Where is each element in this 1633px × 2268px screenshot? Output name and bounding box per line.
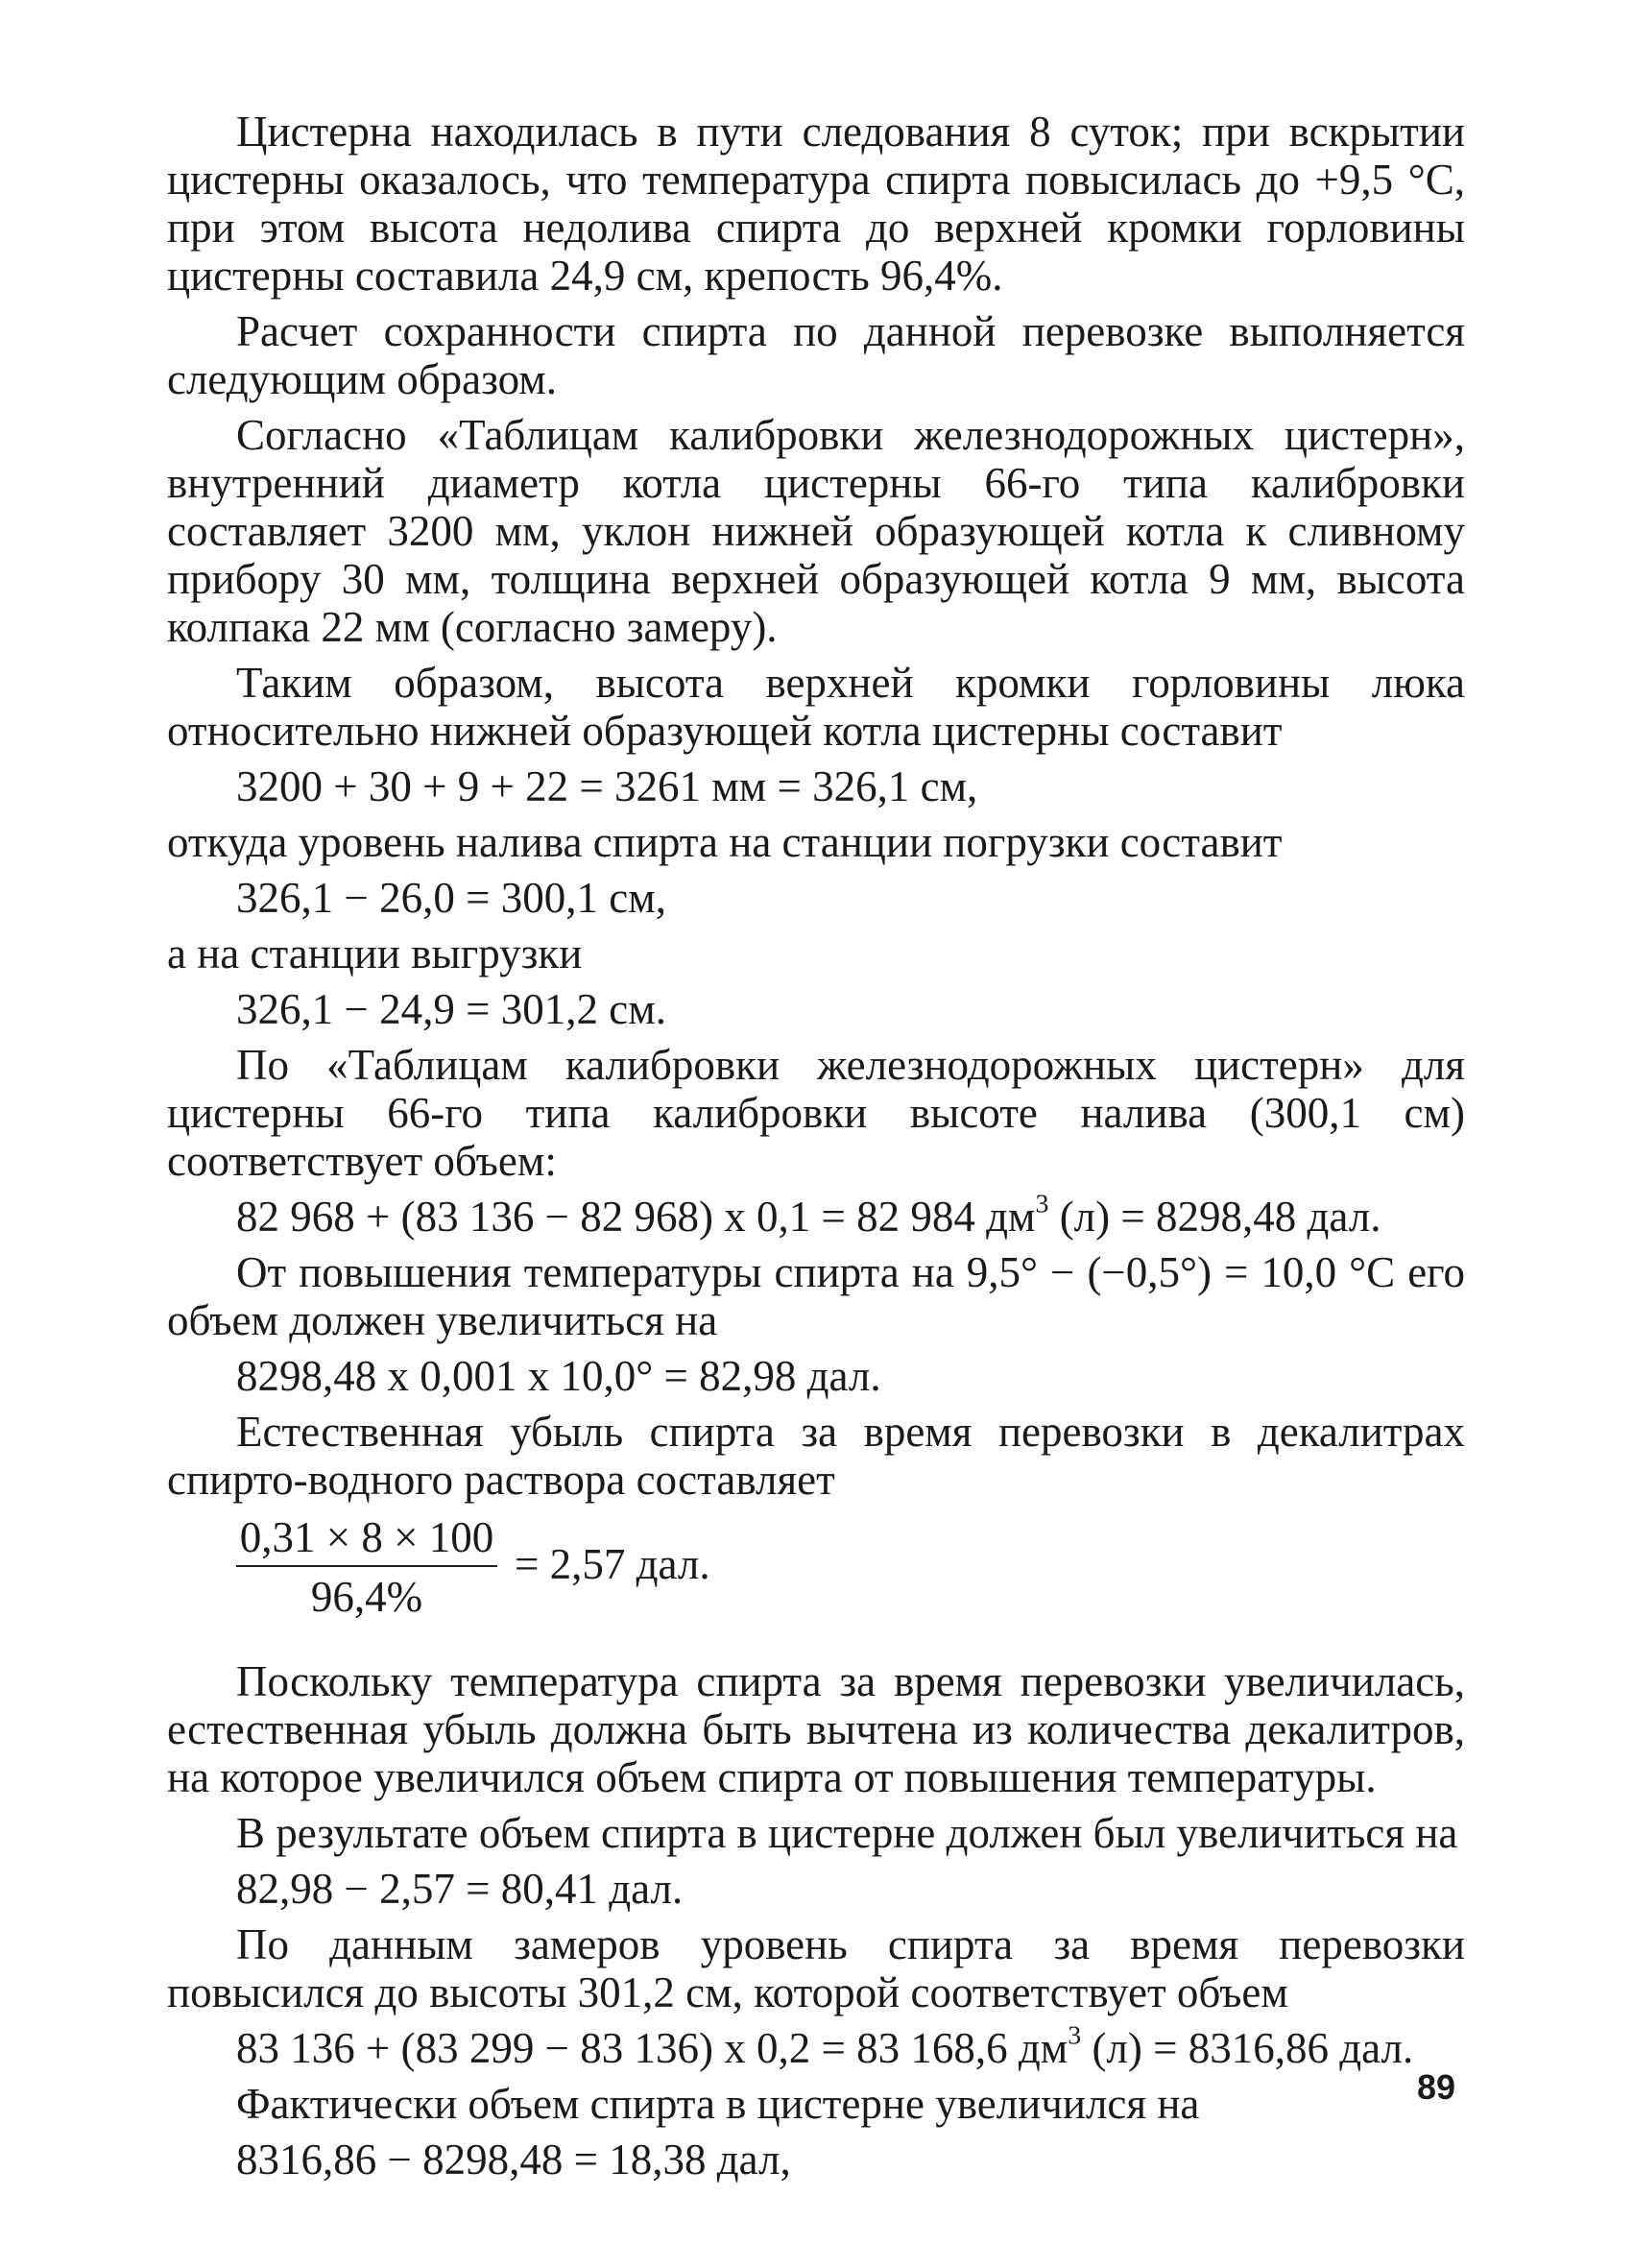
paragraph-hatch-height: Таким образом, высота верхней кромки горловины люка относительно нижней образующей котла цистерны составит [167,659,1465,755]
formula-volume-loading-tail: (л) = 8298,48 дал. [1048,1193,1381,1241]
fraction-denominator: 96,4% [310,1573,423,1621]
formula-volume-loading-main: 82 968 + (83 136 − 82 968) х 0,1 = 82 984 дм [236,1193,1036,1241]
formula-volume-unloading-main: 83 136 + (83 299 − 83 136) х 0,2 = 83 168,6 дм [236,2024,1069,2072]
paragraph-temperature-rise: От повышения температуры спирта на 9,5° − (−0,5°) = 10,0 °С его объем должен увеличиться на [167,1248,1465,1344]
paragraph-transit-info: Цистерна находилась в пути следования 8 суток; при вскрытии цистерны оказалось, что температура спирта повысилась до +9,5 °С, при этом высота недолива спирта до верхней кромки горловины цистерны составила 24,9 см, крепость 96,4%. [167,108,1465,300]
formula-expected-increase: 82,98 − 2,57 = 80,41 дал. [236,1865,684,1913]
paragraph-actual-increase: Фактически объем спирта в цистерне увеличился на [236,2080,1200,2128]
paragraph-tank-dimensions: Согласно «Таблицам калибровки железнодорожных цистерн», внутренний диаметр котла цистерны 66-го типа калибровки составляет 3200 мм, уклон нижней образующей котла к сливному прибору 30 мм, толщина верхней образующей котла 9 мм, высота колпака 22 мм (согласно замеру). [167,411,1465,651]
formula-unloading-level: 326,1 − 24,9 = 301,2 см. [236,985,666,1033]
formula-volume-unloading-tail: (л) = 8316,86 дал. [1081,2024,1414,2072]
formula-volume-loading-exponent: 3 [1035,1189,1049,1219]
paragraph-expected-increase: В результате объем спирта в цистерне должен был увеличиться на [236,1809,1458,1857]
paragraph-calc-intro: Расчет сохранности спирта по данной перевозке выполняется следующим образом. [167,307,1465,403]
paragraph-volume-lookup: По «Таблицам калибровки железнодорожных цистерн» для цистерны 66-го типа калибровки высоте налива (300,1 см) соответствует объем: [167,1041,1465,1185]
page-body [167,108,1465,2191]
fraction-numerator: 0,31 × 8 × 100 [239,1513,494,1561]
paragraph-natural-loss: Естественная убыль спирта за время перевозки в декалитрах спирто-водного раствора составляет [167,1408,1465,1504]
paragraph-unloading-level: а на станции выгрузки [167,929,583,977]
paragraph-loading-level: откуда уровень налива спирта на станции погрузки составит [167,818,1283,866]
page-number: 89 [1417,2067,1456,2107]
fraction-bar [236,1565,497,1567]
fraction-result: = 2,57 дал. [515,1540,710,1588]
formula-actual-increase: 8316,86 − 8298,48 = 18,38 дал, [236,2135,791,2184]
formula-volume-loading [236,1189,1465,1241]
paragraph-measured-level: По данным замеров уровень спирта за время перевозки повысился до высоты 301,2 см, которой соответствует объем [167,1920,1465,2016]
formula-thermal-expansion: 8298,48 х 0,001 х 10,0° = 82,98 дал. [236,1352,881,1400]
paragraph-loss-subtraction: Поскольку температура спирта за время перевозки увеличилась, естественная убыль должна быть вычтена из количества декалитров, на которое увеличился объем спирта от повышения температуры. [167,1657,1465,1801]
formula-hatch-height: 3200 + 30 + 9 + 22 = 3261 мм = 326,1 см, [236,762,978,810]
formula-natural-loss [236,1511,1465,1646]
fraction [236,1511,497,1623]
formula-volume-unloading-exponent: 3 [1068,2020,1082,2051]
formula-loading-level: 326,1 − 26,0 = 300,1 см, [236,874,666,922]
formula-volume-unloading [236,2020,1465,2072]
